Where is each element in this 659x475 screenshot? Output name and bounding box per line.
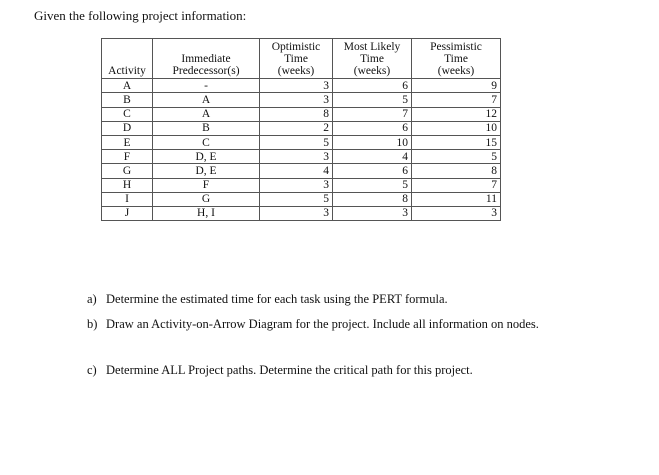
- pessimistic-cell: 7: [412, 93, 501, 107]
- pessimistic-cell: 11: [412, 192, 501, 206]
- project-table: [101, 38, 501, 221]
- predecessor-cell: B: [153, 121, 260, 135]
- table-header-row: [102, 39, 501, 79]
- activity-cell: I: [102, 192, 153, 206]
- header-optimistic-line2: Time: [284, 53, 308, 66]
- question-a-text: Determine the estimated time for each task using the PERT formula.: [106, 292, 448, 306]
- header-optimistic-line1: Optimistic: [271, 41, 321, 53]
- header-activity: [102, 39, 153, 79]
- header-predecessors: [153, 39, 260, 79]
- table-row: [102, 79, 501, 93]
- activity-cell: C: [102, 107, 153, 121]
- activity-cell: A: [102, 79, 153, 93]
- most-likely-cell: 5: [333, 178, 412, 192]
- intro-text: Given the following project information:: [34, 8, 247, 23]
- table-row: [102, 178, 501, 192]
- most-likely-cell: 7: [333, 107, 412, 121]
- pessimistic-cell: 10: [412, 121, 501, 135]
- pessimistic-cell: 7: [412, 178, 501, 192]
- optimistic-cell: 5: [260, 192, 333, 206]
- optimistic-cell: 3: [260, 178, 333, 192]
- predecessor-cell: H, I: [153, 206, 260, 220]
- predecessor-cell: -: [153, 79, 260, 93]
- pessimistic-cell: 15: [412, 135, 501, 149]
- pessimistic-cell: 8: [412, 164, 501, 178]
- question-b: [87, 317, 539, 332]
- activity-cell: J: [102, 206, 153, 220]
- optimistic-cell: 2: [260, 121, 333, 135]
- activity-cell: B: [102, 93, 153, 107]
- table-row: [102, 107, 501, 121]
- header-pessimistic: [412, 39, 501, 79]
- header-pessimistic-line3: (weeks): [437, 65, 475, 78]
- predecessor-cell: A: [153, 107, 260, 121]
- most-likely-cell: 5: [333, 93, 412, 107]
- optimistic-cell: 3: [260, 79, 333, 93]
- predecessor-cell: G: [153, 192, 260, 206]
- most-likely-cell: 4: [333, 150, 412, 164]
- most-likely-cell: 6: [333, 121, 412, 135]
- pessimistic-cell: 5: [412, 150, 501, 164]
- table-row: [102, 206, 501, 220]
- question-c: [87, 363, 473, 378]
- most-likely-cell: 8: [333, 192, 412, 206]
- activity-cell: D: [102, 121, 153, 135]
- most-likely-cell: 3: [333, 206, 412, 220]
- predecessor-cell: F: [153, 178, 260, 192]
- table-row: [102, 121, 501, 135]
- optimistic-cell: 3: [260, 150, 333, 164]
- predecessor-cell: A: [153, 93, 260, 107]
- question-c-text: Determine ALL Project paths. Determine the critical path for this project.: [106, 363, 473, 377]
- header-optimistic-line3: (weeks): [277, 65, 315, 78]
- activity-cell: H: [102, 178, 153, 192]
- predecessor-cell: D, E: [153, 164, 260, 178]
- question-b-text: Draw an Activity-on-Arrow Diagram for the project. Include all information on nodes.: [106, 317, 539, 331]
- predecessor-cell: C: [153, 135, 260, 149]
- header-pessimistic-line2: Time: [444, 53, 468, 66]
- question-c-letter: c): [87, 363, 97, 377]
- table-row: [102, 164, 501, 178]
- most-likely-cell: 10: [333, 135, 412, 149]
- header-most-likely-line3: (weeks): [353, 65, 391, 78]
- header-predecessors-line1: Immediate: [181, 53, 231, 66]
- activity-cell: G: [102, 164, 153, 178]
- header-activity-label: Activity: [108, 65, 146, 78]
- most-likely-cell: 6: [333, 164, 412, 178]
- pessimistic-cell: 12: [412, 107, 501, 121]
- question-b-letter: b): [87, 317, 98, 331]
- header-most-likely-line1: Most Likely: [343, 41, 401, 53]
- optimistic-cell: 3: [260, 93, 333, 107]
- pessimistic-cell: 9: [412, 79, 501, 93]
- question-a: [87, 292, 448, 307]
- table-row: [102, 135, 501, 149]
- activity-cell: E: [102, 135, 153, 149]
- optimistic-cell: 3: [260, 206, 333, 220]
- question-a-letter: a): [87, 292, 97, 306]
- header-most-likely: [333, 39, 412, 79]
- header-optimistic: [260, 39, 333, 79]
- table-row: [102, 93, 501, 107]
- activity-cell: F: [102, 150, 153, 164]
- table-row: [102, 192, 501, 206]
- header-predecessors-line2: Predecessor(s): [172, 65, 240, 78]
- optimistic-cell: 4: [260, 164, 333, 178]
- header-most-likely-line2: Time: [360, 53, 384, 66]
- optimistic-cell: 8: [260, 107, 333, 121]
- most-likely-cell: 6: [333, 79, 412, 93]
- predecessor-cell: D, E: [153, 150, 260, 164]
- pessimistic-cell: 3: [412, 206, 501, 220]
- table-row: [102, 150, 501, 164]
- header-pessimistic-line1: Pessimistic: [430, 41, 482, 53]
- optimistic-cell: 5: [260, 135, 333, 149]
